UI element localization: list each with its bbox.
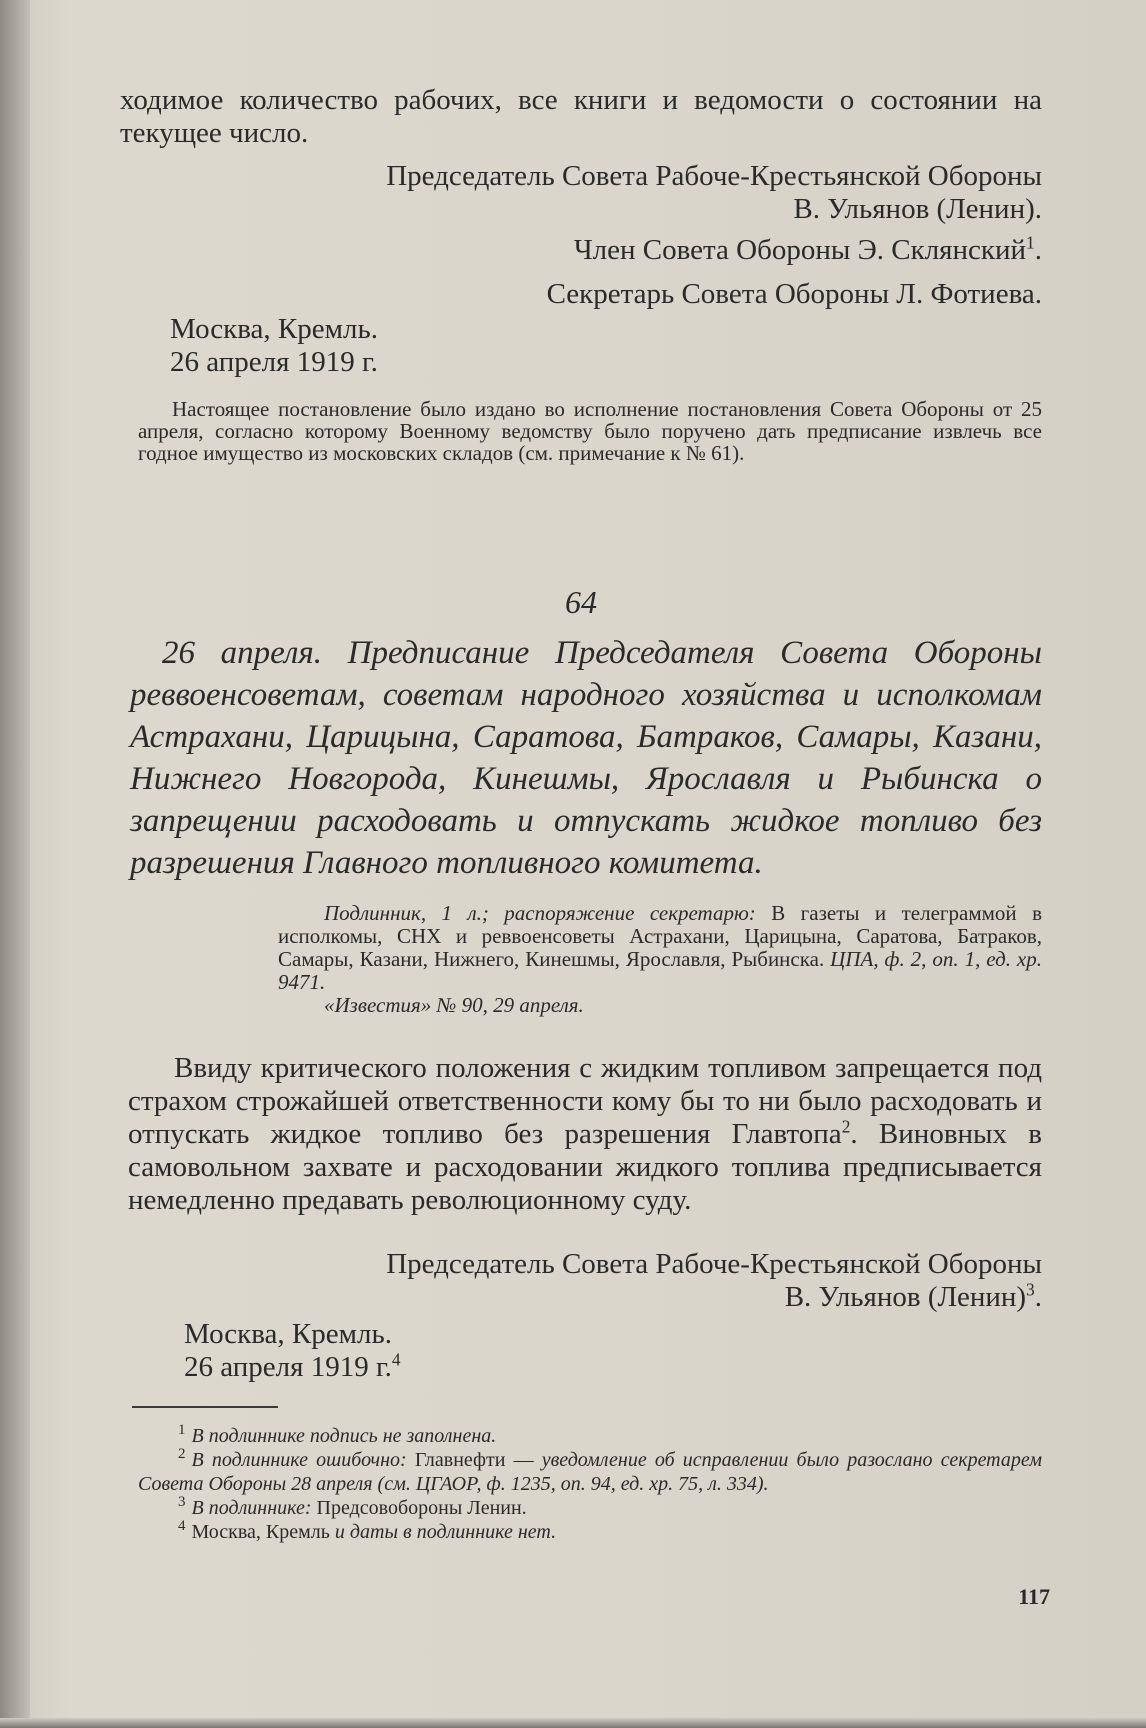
footnote-2: $^2$ В подлиннике ошибочно: Главнефти — уведомление об исправлении было разослано секретарем Совета Обороны 28 апреля (см. ЦГАОР, ф. 1235, оп. 94, ед. хр. 75, л. 334). bbox=[138, 1446, 1043, 1495]
place-1: Москва, Кремль. bbox=[170, 313, 378, 345]
source-lead: Подлинник, 1 л.; распоряжение секретарю: bbox=[324, 901, 756, 925]
source-note bbox=[278, 902, 1042, 1017]
document-number: 64 bbox=[565, 584, 597, 620]
page-bottom-edge bbox=[0, 1718, 1146, 1728]
footnote-1: $^1$ В подлиннике подпись не заполнена. bbox=[178, 1422, 497, 1447]
top-paragraph: ходимое количество рабочих, все книги и ведомости о состоянии на текущее число. bbox=[120, 84, 1042, 149]
main-text: Ввиду критического положения с жидким топливом запрещается под страхом строжайшей ответственности кому бы то ни было расходовать и отпускать жидкое топливо без разрешения Главтопа$^2$. Виновных в самовольном захвате и расходовании жидкого топлива предписывается немедленно предавать революционному суду. bbox=[128, 1052, 1042, 1216]
place-date-1 bbox=[170, 313, 670, 379]
footnote-4: $^4$ Москва, Кремль и даты в подлиннике нет. bbox=[178, 1518, 557, 1543]
signature-2-title: Председатель Совета Рабоче-Крестьянской Обороны bbox=[386, 1248, 1042, 1280]
source-text: В газеты и телеграммой в исполкомы, СНХ и реввоенсоветы Астрахани, Царицына, Саратова, Батраков, Самары, Казани, Нижнего, Кинешмы, Ярославля, Рыбинска. bbox=[278, 901, 1043, 971]
source-publication: «Известия» № 90, 29 апреля. bbox=[324, 993, 584, 1017]
editorial-note: Настоящее постановление было издано во исполнение постановления Совета Обороны от 25 апреля, согласно которому Военному ведомству было поручено дать предписание извлечь все годное имущество из московских складов (см. примечание к № 61). bbox=[138, 397, 1042, 465]
footnote-3: $^3$ В подлиннике: Предсовобороны Ленин. bbox=[178, 1494, 527, 1519]
date-1: 26 апреля 1919 г. bbox=[170, 346, 378, 378]
source-archive: ЦПА, ф. 2, оп. 1, ед. хр. 9471. bbox=[278, 947, 1043, 994]
footnote-rule bbox=[132, 1406, 278, 1408]
signature-chairman-name: В. Ульянов (Ленин). bbox=[793, 193, 1042, 225]
place-date-2 bbox=[184, 1318, 684, 1384]
signature-secretary: Секретарь Совета Обороны Л. Фотиева. bbox=[546, 278, 1042, 310]
document-title: 26 апреля. Предписание Председателя Совета Обороны реввоенсоветам, советам народного хозяйства и исполкомам Астрахани, Царицына, Саратова, Батраков, Самары, Казани, Нижнего Новгорода, Кинешмы, Ярославля и Рыбинска о запрещении расходовать и отпускать жидкое топливо без разрешения Главного топливного комитета. bbox=[130, 635, 1042, 881]
page-number: 117 bbox=[1018, 1584, 1050, 1609]
date-2: 26 апреля 1919 г.$^4$ bbox=[184, 1349, 401, 1383]
footnotes bbox=[138, 1424, 1042, 1544]
book-spine-shadow bbox=[0, 0, 30, 1728]
place-2: Москва, Кремль. bbox=[184, 1318, 392, 1350]
signature-member: Член Совета Обороны Э. Склянский$^1$. bbox=[573, 232, 1042, 266]
signature-2-name: В. Ульянов (Ленин)$^3$. bbox=[784, 1279, 1042, 1313]
signature-chairman-title: Председатель Совета Рабоче-Крестьянской Обороны bbox=[386, 160, 1042, 192]
signature-block-2 bbox=[128, 1248, 1042, 1314]
signature-block-1 bbox=[120, 160, 1042, 226]
